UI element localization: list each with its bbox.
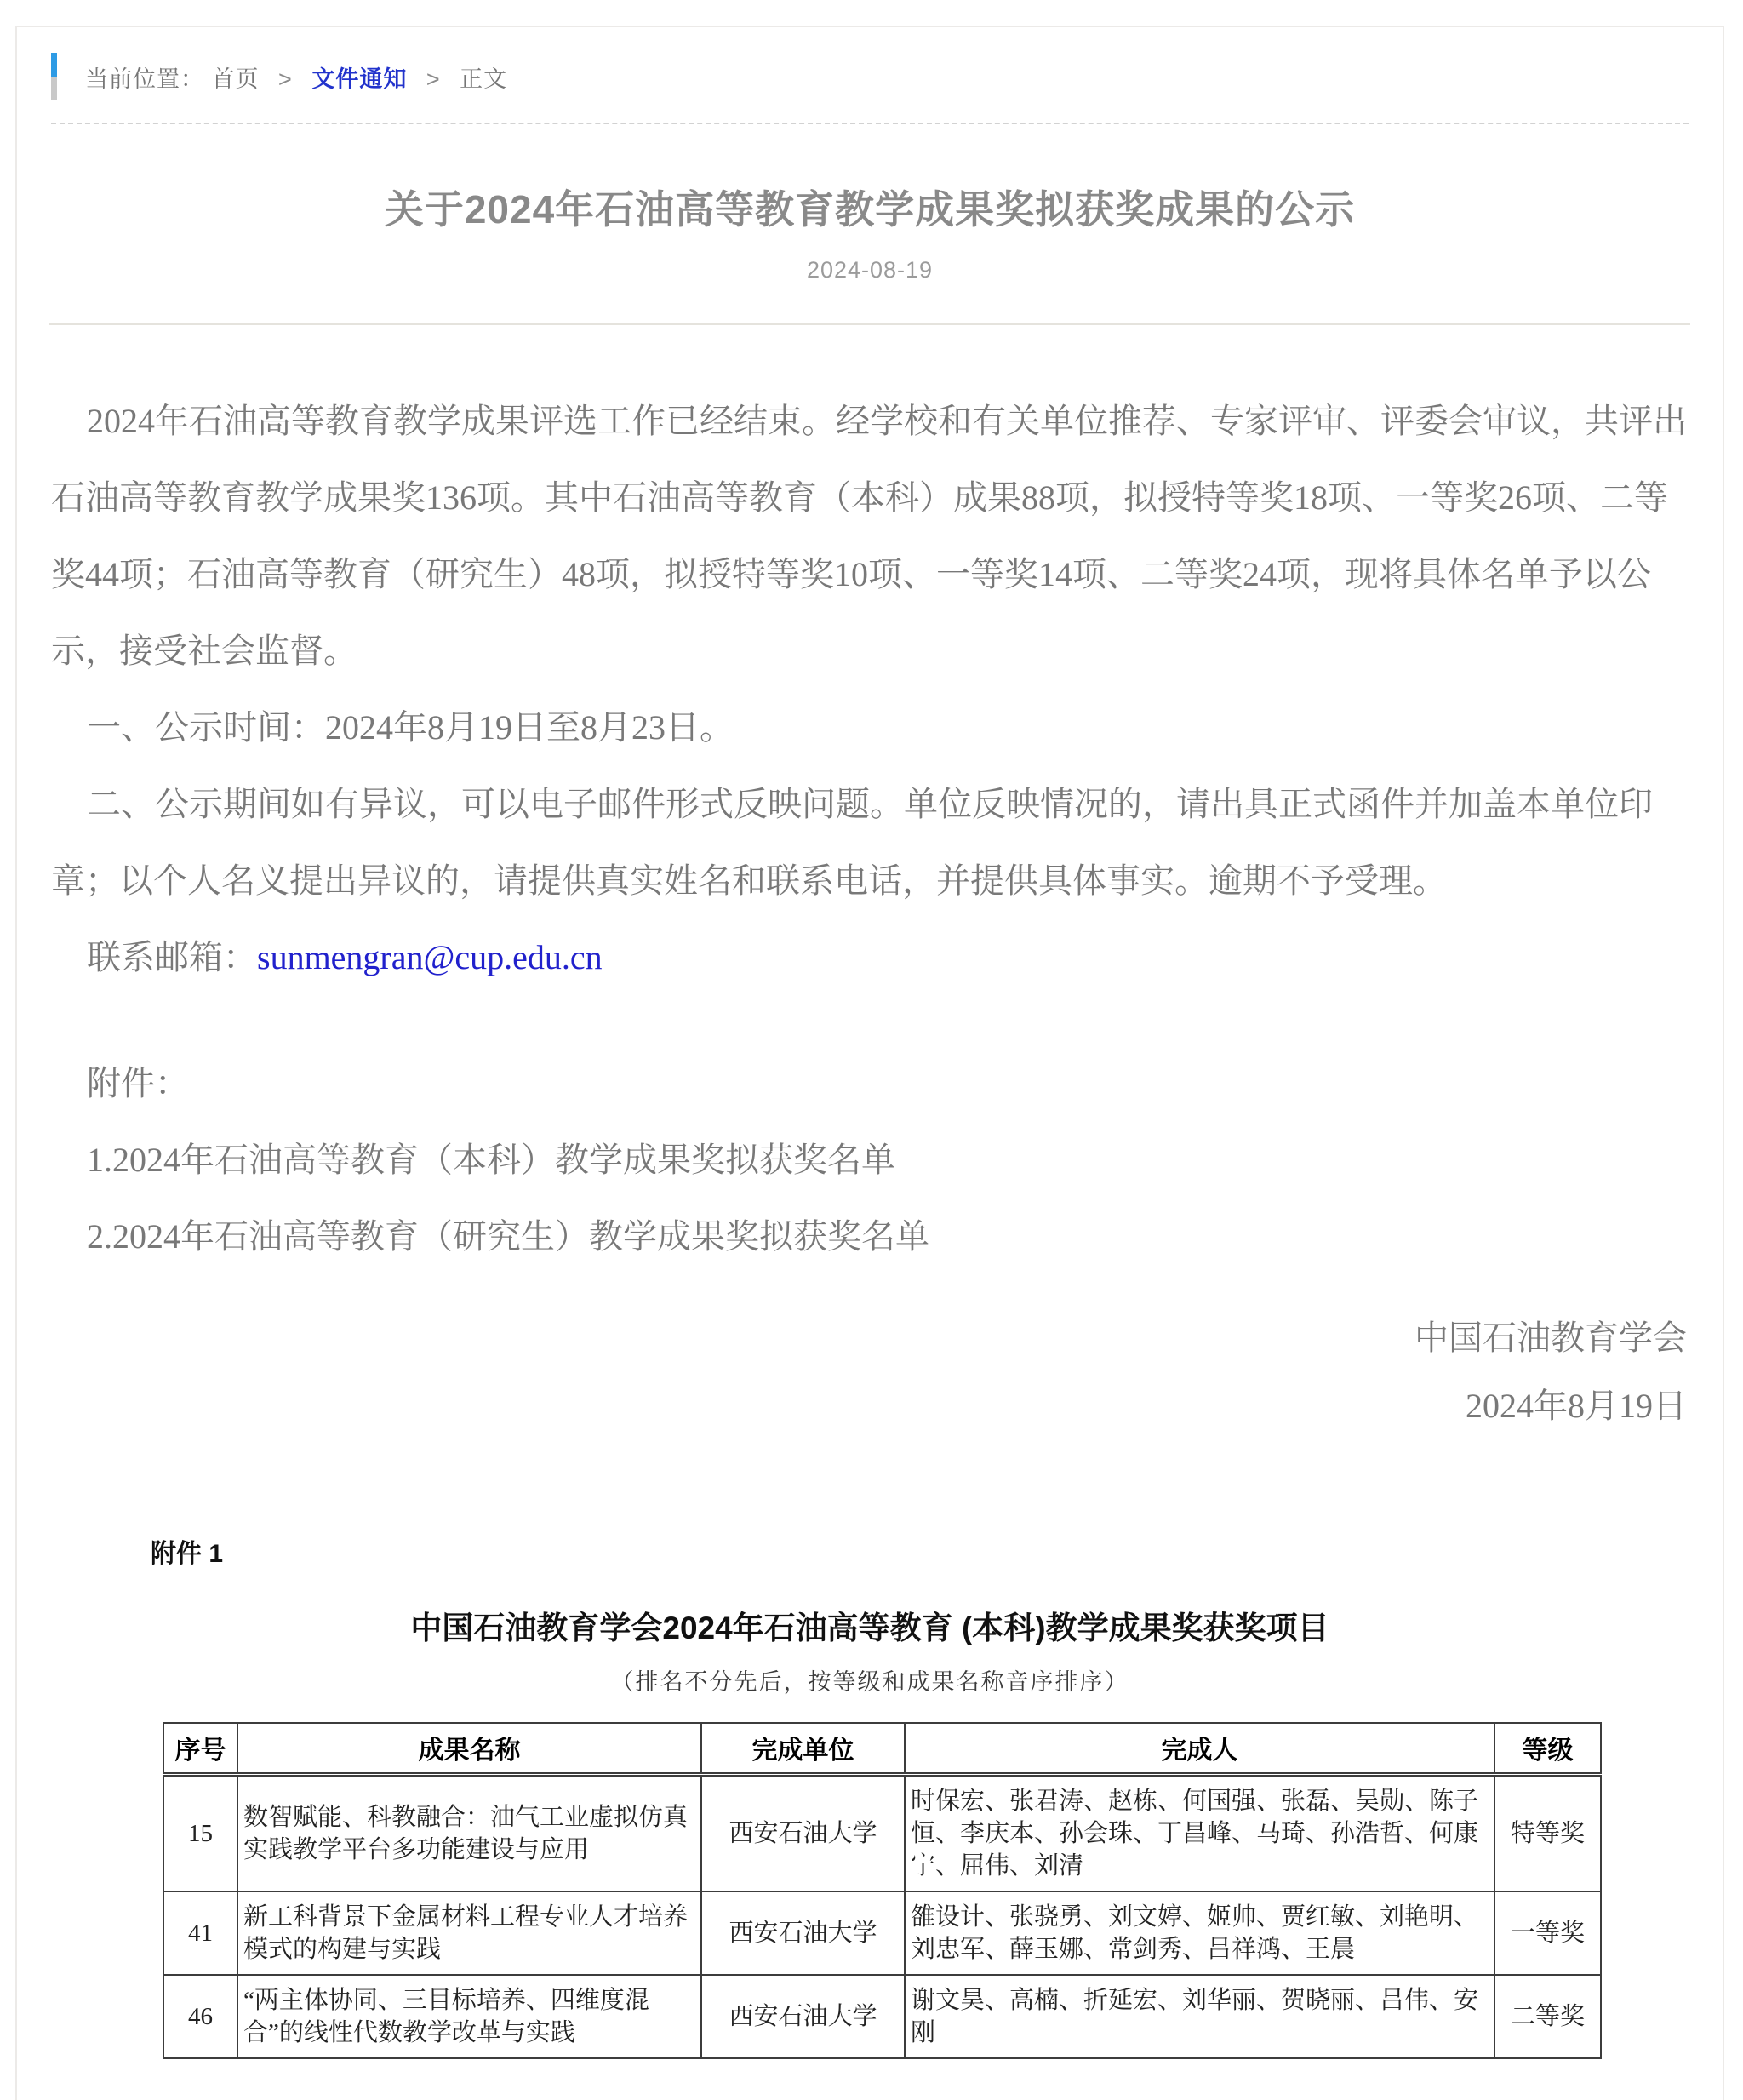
appendix-subtitle: （排名不分先后，按等级和成果名称音序排序） [610, 1669, 1129, 1695]
cell-no: 41 [163, 1891, 237, 1975]
paragraph-contact [51, 919, 1689, 996]
breadcrumb-home-link[interactable]: 首页 [211, 66, 260, 92]
accent-bar-blue [51, 53, 57, 77]
signature-date: 2024年8月19日 [1466, 1387, 1687, 1425]
page-title: 关于2024年石油高等教育教学成果奖拟获奖成果的公示 [384, 187, 1356, 232]
breadcrumb-accent-bar [51, 53, 57, 100]
dashed-divider [51, 123, 1689, 124]
cell-achievement-name: “两主体协同、三目标培养、四维度混合”的线性代数教学改革与实践 [237, 1975, 701, 2058]
breadcrumb-current-page: 正文 [460, 66, 508, 92]
cell-people: 时保宏、张君涛、赵栋、何国强、张磊、吴勋、陈子恒、李庆本、孙会珠、丁昌峰、马琦、孙浩哲、何康宁、屈伟、刘清 [905, 1774, 1494, 1891]
signature-block [51, 1304, 1689, 1440]
breadcrumb-trail [85, 60, 507, 94]
attachment-item-2: 2.2024年石油高等教育（研究生）教学成果奖拟获奖名单 [87, 1217, 929, 1256]
accent-bar-gray [51, 77, 57, 100]
breadcrumb [17, 27, 1723, 100]
breadcrumb-separator: > [278, 66, 293, 92]
appendix-section [17, 1532, 1723, 2059]
content-container [15, 26, 1724, 2100]
cell-achievement-name: 新工科背景下金属材料工程专业人才培养模式的构建与实践 [237, 1891, 701, 1975]
breadcrumb-category-link[interactable]: 文件通知 [311, 66, 408, 92]
publish-date: 2024-08-19 [806, 257, 934, 283]
contact-email-link[interactable]: sunmengran@cup.edu.cn [257, 938, 603, 976]
table-row [163, 1774, 1601, 1891]
cell-no: 46 [163, 1975, 237, 2058]
title-divider [49, 323, 1690, 325]
paragraph-intro: 2024年石油高等教育教学成果评选工作已经结束。经学校和有关单位推荐、专家评审、评委会审议，共评出石油高等教育教学成果奖136项。其中石油高等教育（本科）成果88项，拟授特等奖18项、一等奖26项、二等奖44项；石油高等教育（研究生）48项，拟授特等奖10项、一等奖14项、二等奖24项，现将具体名单予以公示，接受社会监督。 [51, 402, 1687, 670]
breadcrumb-label: 当前位置： [85, 66, 204, 92]
breadcrumb-separator: > [426, 66, 441, 92]
attachment-item-1: 1.2024年石油高等教育（本科）教学成果奖拟获奖名单 [87, 1141, 895, 1179]
article-body [17, 383, 1723, 1440]
cell-org: 西安石油大学 [701, 1891, 905, 1975]
table-header-row [163, 1723, 1601, 1774]
cell-people: 谢文昊、高楠、折延宏、刘华丽、贺晓丽、吕伟、安刚 [905, 1975, 1494, 2058]
cell-no: 15 [163, 1774, 237, 1891]
awards-table [163, 1722, 1602, 2059]
appendix-title: 中国石油教育学会2024年石油高等教育 (本科)教学成果奖获奖项目 [410, 1611, 1329, 1645]
col-header-no: 序号 [163, 1723, 237, 1774]
col-header-org: 完成单位 [701, 1723, 905, 1774]
cell-org: 西安石油大学 [701, 1774, 905, 1891]
contact-label: 联系邮箱： [87, 938, 257, 976]
cell-people: 雒设计、张骁勇、刘文婷、姬帅、贾红敏、刘艳明、刘忠军、薛玉娜、常剑秀、吕祥鸿、王晨 [905, 1891, 1494, 1975]
paragraph-objection: 二、公示期间如有异议，可以电子邮件形式反映问题。单位反映情况的，请出具正式函件并加盖本单位印章；以个人名义提出异议的，请提供真实姓名和联系电话，并提供具体事实。逾期不予受理。 [51, 785, 1653, 900]
cell-achievement-name: 数智赋能、科教融合：油气工业虚拟仿真实践教学平台多功能建设与应用 [237, 1774, 701, 1891]
attachments-label: 附件： [87, 1064, 189, 1102]
cell-grade: 一等奖 [1494, 1891, 1601, 1975]
table-row [163, 1975, 1601, 2058]
col-header-grade: 等级 [1494, 1723, 1601, 1774]
cell-org: 西安石油大学 [701, 1975, 905, 2058]
cell-grade: 二等奖 [1494, 1975, 1601, 2058]
col-header-people: 完成人 [905, 1723, 1494, 1774]
appendix-label: 附件 1 [151, 1540, 224, 1568]
paragraph-publicity-period: 一、公示时间：2024年8月19日至8月23日。 [87, 708, 734, 747]
table-row [163, 1891, 1601, 1975]
col-header-achievement: 成果名称 [237, 1723, 701, 1774]
signature-org: 中国石油教育学会 [1414, 1319, 1687, 1357]
cell-grade: 特等奖 [1494, 1774, 1601, 1891]
